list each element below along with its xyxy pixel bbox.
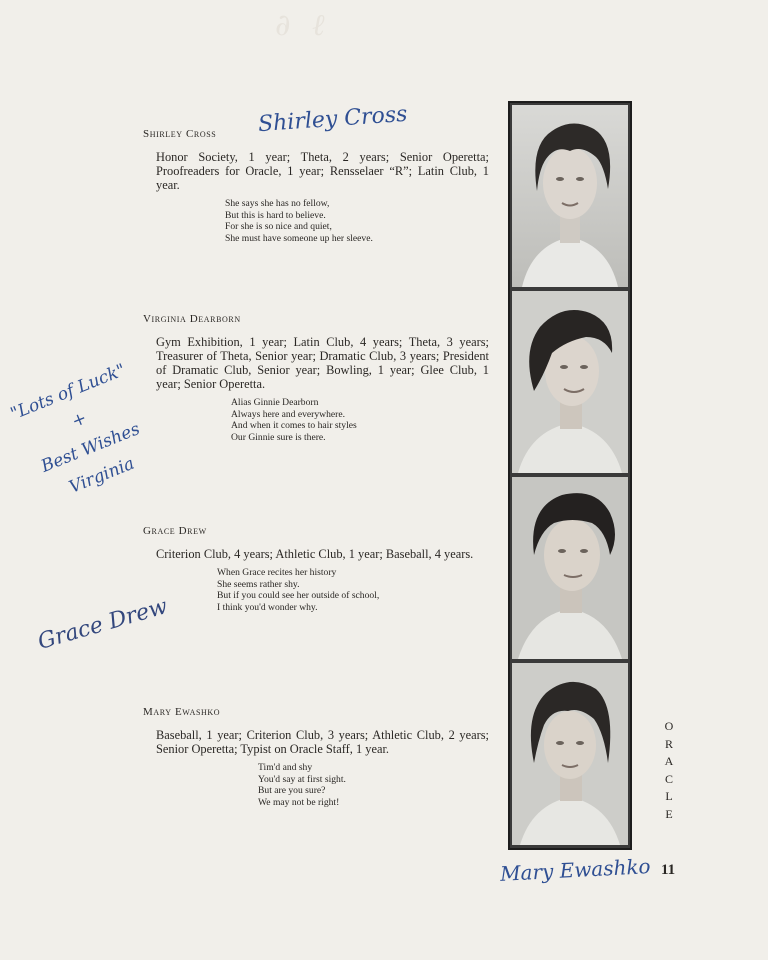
side-letter: E: [665, 806, 673, 821]
student-name: Grace Drew: [143, 525, 207, 537]
student-name: Mary Ewashko: [143, 706, 221, 718]
handwritten-signature-grace: Grace Drew: [35, 594, 171, 655]
student-name: Virginia Dearborn: [143, 313, 241, 325]
student-poem: Alias Ginnie Dearborn Always here and everywhere. And when it comes to hair styles Our Ginnie sure is there.: [231, 397, 357, 443]
student-entry-virginia-dearborn: [143, 313, 489, 443]
student-activities: Honor Society, 1 year; Theta, 2 years; Senior Operetta; Proofreaders for Oracle, 1 year; Rensselaer “R”; Latin Club, 1 year.: [156, 150, 489, 192]
side-letter: L: [665, 789, 673, 803]
side-letter: O: [664, 719, 674, 733]
oracle-vertical-title: [661, 718, 677, 823]
student-entry-grace-drew: [143, 525, 489, 613]
student-entry-mary-ewashko: [143, 706, 489, 808]
side-letter: A: [664, 754, 674, 768]
student-activities: Gym Exhibition, 1 year; Latin Club, 4 years; Theta, 3 years; Treasurer of Theta, Senior year; Dramatic Club, 3 years; President of Dramatic Club, Senior year; Bowling, 1 year; Glee Club, 1 year; Senior Operetta.: [156, 335, 489, 391]
faint-bleedthrough-mark: ∂ ℓ: [275, 8, 331, 43]
student-activities: Criterion Club, 4 years; Athletic Club, 1 year; Baseball, 4 years.: [156, 547, 474, 561]
handwritten-signature-shirley: Shirley Cross: [257, 101, 409, 138]
portrait-photo: [512, 663, 628, 845]
portrait-photo: [512, 105, 628, 287]
student-poem: She says she has no fellow, But this is hard to believe. For she is so nice and quiet, She must have someone up her sleeve.: [225, 198, 373, 244]
page-number: 11: [661, 862, 676, 878]
handwritten-note-virginia: "Lots of Luck" + Best Wishes Virginia: [7, 360, 143, 498]
student-entry-shirley-cross: [143, 128, 489, 244]
side-letter: C: [664, 771, 673, 786]
student-poem: When Grace recites her history She seems rather shy. But if you could see her outside of school, I think you'd wonder why.: [217, 567, 380, 613]
portrait-photo-strip: [508, 101, 632, 850]
portrait-photo: [512, 291, 628, 473]
handwritten-signature-mary: Mary Ewashko: [499, 854, 652, 886]
side-letter: R: [664, 736, 673, 751]
portrait-photo: [512, 477, 628, 659]
student-name: Shirley Cross: [143, 128, 217, 140]
student-poem: Tim'd and shy You'd say at first sight. But are you sure? We may not be right!: [258, 762, 346, 808]
student-activities: Baseball, 1 year; Criterion Club, 3 years; Athletic Club, 2 years; Senior Operetta; Typist on Oracle Staff, 1 year.: [156, 728, 489, 756]
